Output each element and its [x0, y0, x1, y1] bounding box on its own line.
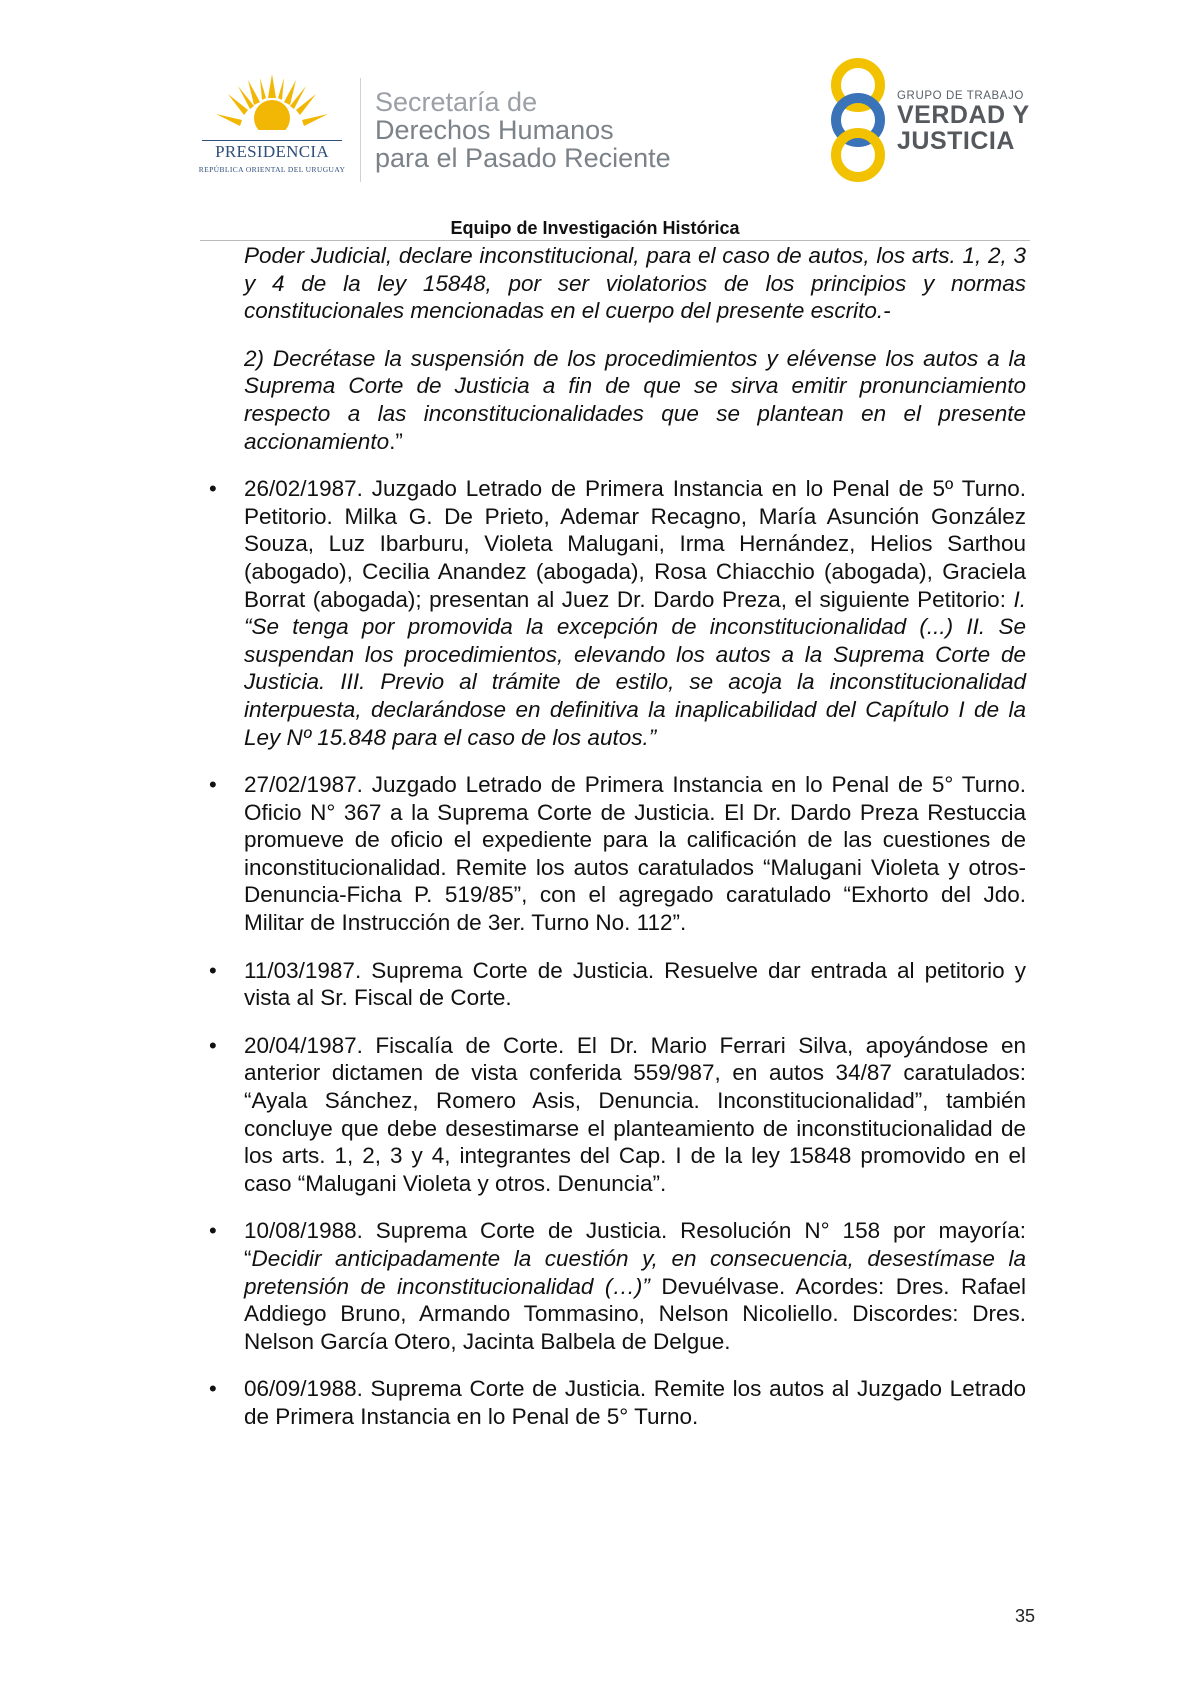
list-item — [209, 1217, 1026, 1355]
intro-paragraph-2 — [244, 345, 1026, 455]
list-item-italic: Decidir anticipadamente la cuestión y, en consecuencia, desestímase la pretensión de inconstitucionalidad (…)” — [244, 1246, 1026, 1299]
secretaria-title — [375, 88, 671, 172]
bullet-icon: • — [209, 1376, 217, 1402]
document-body — [209, 242, 1026, 1431]
intro-paragraph-1: Poder Judicial, declare inconstitucional, para el caso de autos, los arts. 1, 2, 3 y 4 de la ley 15848, por ser violatorios de los principios y normas constitucionales mencionadas en el cuerpo del presente escrito.- — [244, 243, 1026, 324]
sun-icon — [196, 74, 348, 144]
list-item-text: 27/02/1987. Juzgado Letrado de Primera Instancia en lo Penal de 5° Turno. Oficio N° 367 a la Suprema Corte de Justicia. El Dr. Dardo Preza Restuccia promueve de oficio el expediente para la calificación de las cuestiones de inconstitucionalidad. Remite los autos caratulados “Malugani Violeta y otros-Denuncia-Ficha P. 519/85”, con el agregado caratulado “Exhorto del Jdo. Militar de Instrucción de 3er. Turno No. 112”. — [244, 772, 1026, 936]
bullet-icon: • — [209, 476, 217, 502]
intro-paragraph-2-end: .” — [389, 428, 403, 454]
presidencia-subtitle: REPÚBLICA ORIENTAL DEL URUGUAY — [198, 165, 346, 174]
secretaria-line3: para el Pasado Reciente — [375, 143, 671, 173]
verdad-justicia-text — [897, 90, 1030, 154]
list-item — [209, 475, 1026, 751]
verdad-justicia-logo — [825, 58, 1035, 183]
list-item-italic: I. “Se tenga por promovida la excepción de inconstitucionalidad (...) II. Se suspendan los procedimientos, elevando los autos a la Suprema Corte de Justicia. III. Previo al trámite de estilo, se acoja la inconstitucionalidad interpuesta, declarándose en definitiva la inaplicabilidad del Capítulo I de la Ley Nº 15.848 para el caso de los autos.” — [244, 586, 1026, 750]
intro-paragraph-2-italic: 2) Decrétase la suspensión de los procedimientos y elévense los autos a la Suprema Corte de Justicia a fin de que se sirva emitir pronunciamiento respecto a las inconstitucionalidades que se plantean en el presente accionamiento — [244, 345, 1026, 454]
list-item-text: 06/09/1988. Suprema Corte de Justicia. Remite los autos al Juzgado Letrado de Primera Instancia en lo Penal de 5° Turno. — [244, 1376, 1026, 1429]
list-item-after: Devuélvase. Acordes: Dres. Rafael Addiego Bruno, Armando Tommasino, Nelson Nicoliello. Discordes: Dres. Nelson García Otero, Jacinta Balbela de Delgue. — [244, 1273, 1026, 1354]
team-title: Equipo de Investigación Histórica — [450, 218, 740, 238]
list-item-text: 26/02/1987. Juzgado Letrado de Primera Instancia en lo Penal de 5º Turno. Petitorio. Milka G. De Prieto, Ademar Recagno, María Asunción González Souza, Luz Ibarburu, Violeta Malugani, Irma Hernández, Helios Sarthou (abogado), Cecilia Anandez (abogada), Rosa Chiacchio (abogada), Graciela Borrat (abogada); presentan al Juez Dr. Dardo Preza, el siguiente Petitorio: — [244, 476, 1026, 612]
bullet-icon: • — [209, 1032, 217, 1058]
header-rule — [200, 240, 1030, 241]
list-item — [209, 1032, 1026, 1198]
logo-rule — [202, 140, 342, 141]
secretaria-line2: Derechos Humanos — [375, 115, 614, 145]
presidencia-name: PRESIDENCIA — [215, 142, 329, 161]
list-item-text: 20/04/1987. Fiscalía de Corte. El Dr. Mario Ferrari Silva, apoyándose en anterior dictamen de vista conferida 559/987, en autos 34/87 caratulados: “Ayala Sánchez, Romero Asis, Denuncia. Inconstitucionalidad”, también concluye que debe desestimarse el planteamiento de inconstitucionalidad de los arts. 1, 2, 3 y 4, integrantes del Cap. I de la ley 15848 promovido en el caso “Malugani Violeta y otros. Denuncia”. — [244, 1032, 1026, 1196]
justicia-label: JUSTICIA — [897, 127, 1015, 155]
list-item — [209, 771, 1026, 937]
list-item-text: 10/08/1988. Suprema Corte de Justicia. Resolución N° 158 por mayoría: “ — [244, 1218, 1026, 1271]
page-header — [0, 0, 1190, 250]
verdad-label: VERDAD Y — [897, 101, 1030, 129]
bullet-icon: • — [209, 772, 217, 798]
logo-divider — [360, 78, 361, 182]
presidencia-logo — [196, 74, 356, 184]
bullet-icon: • — [209, 957, 217, 983]
bullet-icon: • — [209, 1218, 217, 1244]
grupo-label: GRUPO DE TRABAJO — [897, 90, 1024, 102]
list-item — [209, 957, 1026, 1012]
rings-icon — [825, 58, 895, 183]
list-item-text: 11/03/1987. Suprema Corte de Justicia. Resuelve dar entrada al petitorio y vista al Sr. Fiscal de Corte. — [244, 957, 1026, 1011]
list-item — [209, 1375, 1026, 1430]
secretaria-line1: Secretaría de — [375, 87, 538, 117]
page-number: 35 — [1014, 1606, 1036, 1626]
